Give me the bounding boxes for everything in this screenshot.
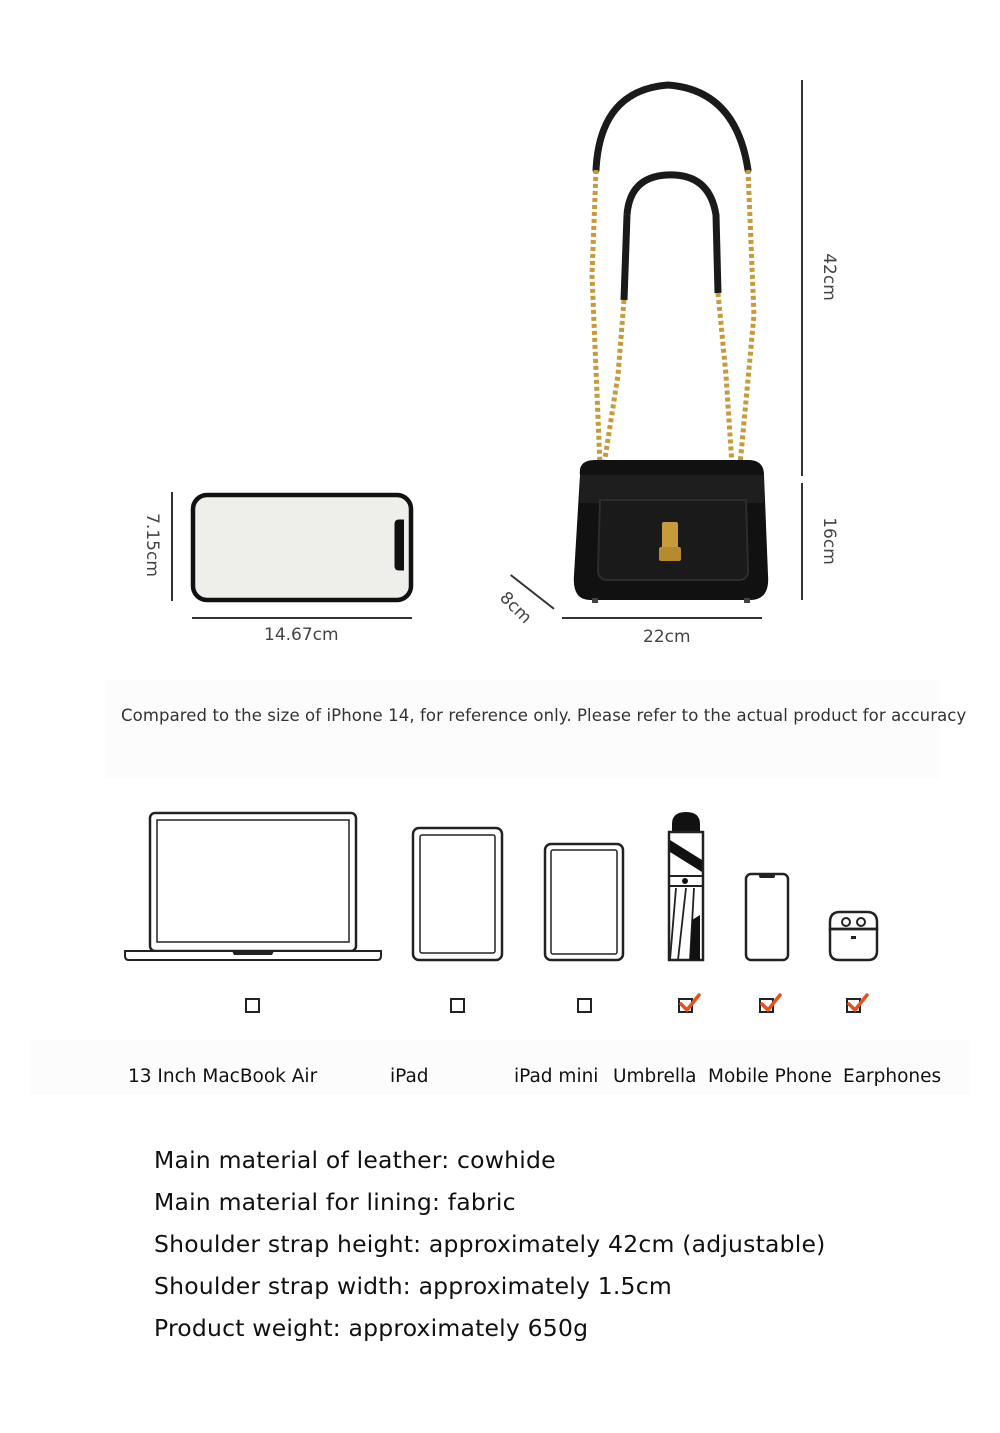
strap-drop-label: 42cm [818, 253, 839, 301]
note-band [105, 680, 940, 778]
spec-weight: Product weight: approximately 650g [154, 1314, 589, 1342]
phone-width-line [192, 617, 412, 619]
bag-height-line [801, 483, 803, 600]
checkbox-earphones[interactable] [846, 998, 861, 1013]
laptop-icon [122, 810, 384, 965]
phone-outline-icon [186, 488, 418, 608]
item-name-mobile-phone: Mobile Phone [708, 1066, 832, 1087]
phone-height-label: 7.15cm [141, 513, 162, 577]
bag-width-label: 22cm [643, 627, 691, 647]
tablet-mini-icon [543, 842, 625, 962]
bag-icon [560, 75, 780, 610]
item-name-macbook: 13 Inch MacBook Air [128, 1066, 318, 1087]
checkbox-ipad-mini[interactable] [577, 998, 592, 1013]
tablet-icon [411, 826, 504, 962]
spec-strap-width: Shoulder strap width: approximately 1.5cm [154, 1272, 672, 1300]
checkmark-icon [759, 992, 783, 1016]
spec-leather: Main material of leather: cowhide [154, 1146, 556, 1174]
item-name-umbrella: Umbrella [613, 1066, 697, 1087]
reference-note: Compared to the size of iPhone 14, for reference only. Please refer to the actual product for accuracy [121, 706, 967, 725]
bag-width-line [562, 617, 762, 619]
item-name-ipad-mini: iPad mini [514, 1066, 599, 1087]
phone-icon [744, 872, 790, 962]
spec-strap-height: Shoulder strap height: approximately 42cm (adjustable) [154, 1230, 826, 1258]
phone-width-label: 14.67cm [264, 625, 339, 645]
bag-depth-label: 8cm [495, 587, 536, 629]
checkmark-icon [678, 992, 702, 1016]
checkbox-ipad[interactable] [450, 998, 465, 1013]
item-name-earphones: Earphones [843, 1066, 942, 1087]
strap-drop-line [801, 80, 803, 476]
umbrella-icon [664, 810, 708, 962]
earphones-icon [826, 908, 881, 963]
item-name-ipad: iPad [390, 1066, 429, 1087]
checkmark-icon [846, 992, 870, 1016]
checkbox-umbrella[interactable] [678, 998, 693, 1013]
phone-height-line [171, 492, 173, 601]
spec-lining: Main material for lining: fabric [154, 1188, 516, 1216]
checkbox-macbook[interactable] [245, 998, 260, 1013]
checkbox-mobile-phone[interactable] [759, 998, 774, 1013]
bag-height-label: 16cm [818, 517, 839, 565]
